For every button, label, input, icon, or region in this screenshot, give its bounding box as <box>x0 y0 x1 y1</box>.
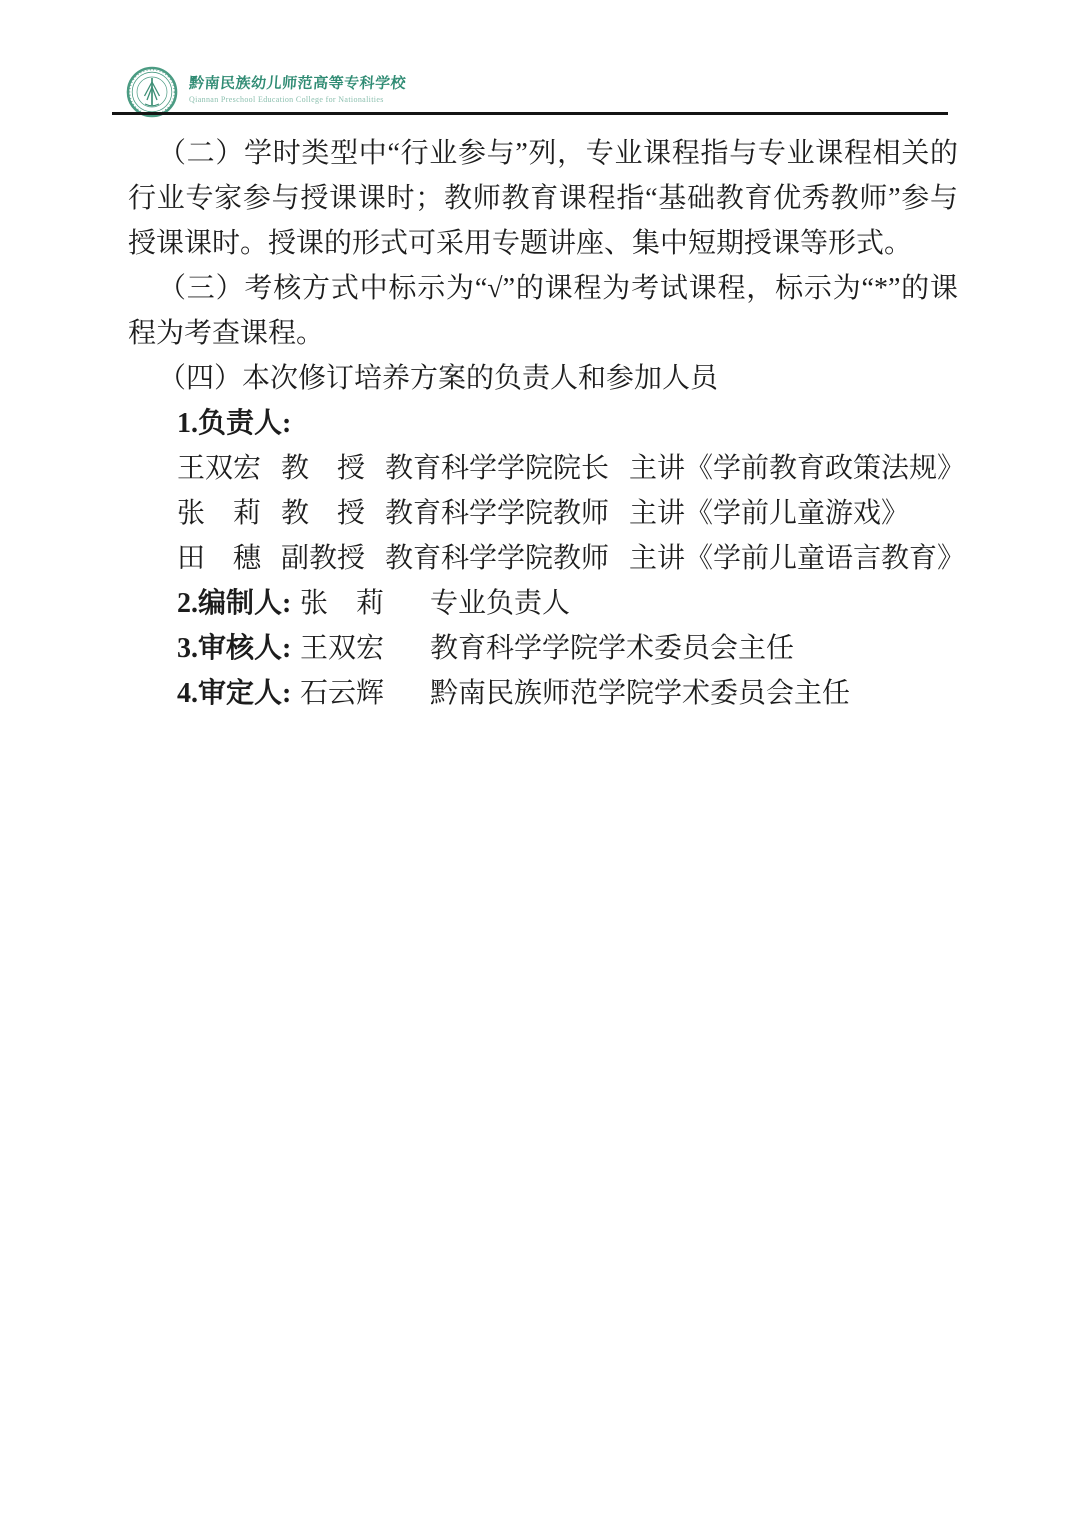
school-brand-text <box>189 66 406 105</box>
document-body <box>128 131 966 716</box>
role-label: 3.审核人: <box>177 633 292 664</box>
school-name-chinese: 黔南民族幼儿师范高等专科学校 <box>188 76 407 92</box>
role-name: 张 莉 <box>300 588 385 619</box>
leaders-heading: 1.负责人: <box>177 408 292 439</box>
role-desc: 教育科学学院学术委员会主任 <box>430 633 795 664</box>
leader-name: 王双宏 <box>177 453 262 484</box>
leader-row-1 <box>177 446 966 491</box>
leader-row-2 <box>177 491 958 536</box>
paragraph-assessment-note: （三）考核方式中标示为“√”的课程为考试课程，标示为“*”的课程为考查课程。 <box>128 273 958 349</box>
leader-name: 张 莉 <box>177 498 262 529</box>
leader-title: 教 授 <box>281 498 366 529</box>
school-header <box>126 66 406 118</box>
role-name: 王双宏 <box>300 633 385 664</box>
leader-title: 教 授 <box>281 453 366 484</box>
header-divider <box>112 112 948 115</box>
personnel-list <box>177 401 966 716</box>
role-desc: 黔南民族师范学院学术委员会主任 <box>430 678 851 709</box>
role-row-reviewer <box>177 626 958 671</box>
leader-row-3 <box>177 536 966 581</box>
leader-lecture: 主讲《学前儿童语言教育》 <box>629 543 966 574</box>
paragraph-hours-type-note: （二）学时类型中“行业参与”列，专业课程指与专业课程相关的行业专家参与授课课时；教师教育课程指“基础教育优秀教师”参与授课课时。授课的形式可采用专题讲座、集中短期授课等形式。 <box>128 138 958 259</box>
role-label: 2.编制人: <box>177 588 292 619</box>
paragraph-revision-personnel-intro: （四）本次修订培养方案的负责人和参加人员 <box>158 363 719 394</box>
leader-position: 教育科学学院教师 <box>385 498 610 529</box>
role-row-approver <box>177 671 958 716</box>
leader-title: 副教授 <box>281 543 366 574</box>
leader-position: 教育科学学院教师 <box>385 543 610 574</box>
school-logo-icon <box>126 66 178 118</box>
role-name: 石云辉 <box>300 678 385 709</box>
leader-name: 田 穗 <box>177 543 262 574</box>
role-row-compiler <box>177 581 958 626</box>
leader-lecture: 主讲《学前儿童游戏》 <box>629 498 910 529</box>
role-desc: 专业负责人 <box>430 588 571 619</box>
leader-position: 教育科学学院院长 <box>385 453 610 484</box>
school-name-english: Qiannan Preschool Education College for Nationalities <box>189 95 384 104</box>
leader-lecture: 主讲《学前教育政策法规》 <box>629 453 966 484</box>
role-label: 4.审定人: <box>177 678 292 709</box>
